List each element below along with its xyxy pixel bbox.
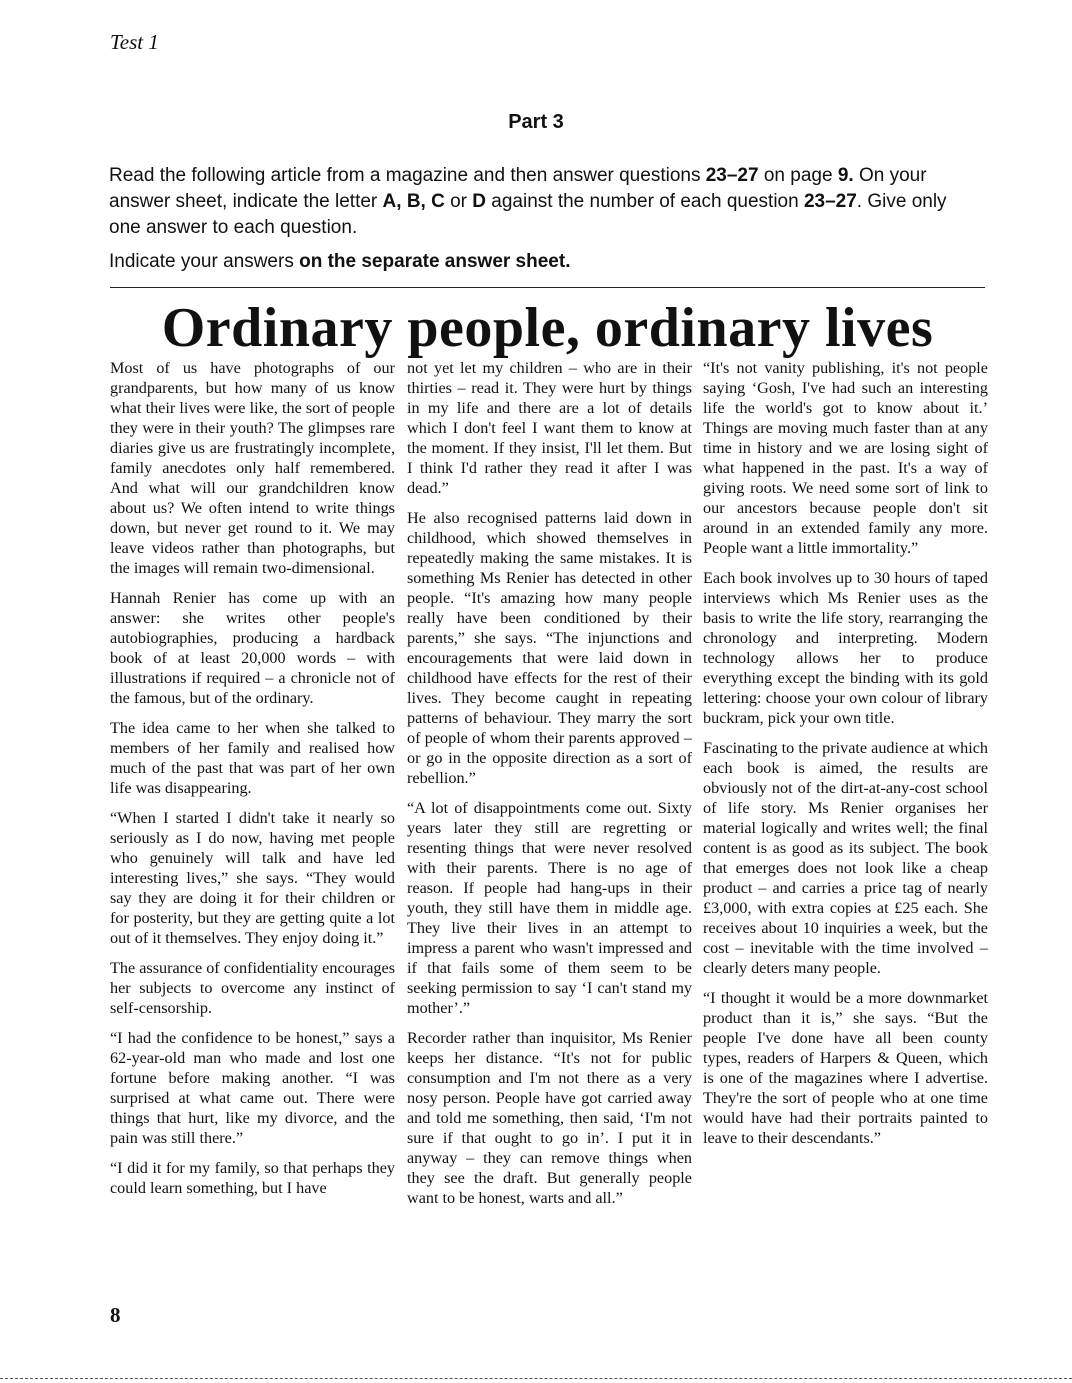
article-headline: Ordinary people, ordinary lives — [161, 297, 934, 359]
test-label: Test 1 — [110, 30, 159, 54]
paragraph: “When I started I didn't take it nearly so seriously as I do now, having met people who genuinely will talk and have led interesting lives,” she says. “They would say they are doing it for their children or for posterity, but they are getting quite a lot out of it themselves. They enjoy doing it.” — [110, 809, 395, 947]
article-column-1 — [110, 358, 395, 1198]
paragraph: Most of us have photographs of our grandparents, but how many of us know what their lives were like, the sort of people they were in their youth? The glimpses rare diaries give us are frustratingly incomplete, family anecdotes only half remembered. And what will our grandchildren know about us? We often intend to write things down, but never get round to it. We may leave videos rather than photographs, but the images will remain two-dimensional. — [110, 359, 395, 577]
divider-rule — [110, 287, 985, 288]
article-column-2 — [407, 358, 692, 1208]
paragraph: Fascinating to the private audience at which each book is aimed, the results are obviously not of the dirt-at-any-cost school of life story. Ms Renier organises her material logically and writes well; the final content is as good as its subject. The book that emerges does not look like a cheap product – and carries a price tag of nearly £3,000, with extra copies at £25 each. She receives about 10 inquiries a week, but the cost – inevitable with the time involved – clearly deters many people. — [703, 739, 988, 977]
page-bottom-edge — [0, 1378, 1072, 1379]
article-column-3 — [703, 358, 988, 1148]
paragraph: Recorder rather than inquisitor, Ms Renier keeps her distance. “It's not for public consumption and I'm not there as a very nosy person. People have got carried away and told me something, then said, ‘I'm not sure if that ought to go in’. I put it in anyway – they can remove things when they see the draft. But generally people want to be honest, warts and all.” — [407, 1029, 692, 1207]
paragraph: “I thought it would be a more downmarket product than it is,” she says. “But the people I've done have all been county types, readers of Harpers & Queen, which is one of the magazines where I advertise. They're the sort of people who at one time would have had their portraits painted to leave to their descendants.” — [703, 989, 988, 1147]
instructions-paragraph-1: Read the following article from a magazine and then answer questions 23–27 on page 9. On your answer sheet, indicate the letter A, B, C or D against the number of each question 23–27. Give only one answer to each question. — [109, 165, 947, 238]
paragraph: “A lot of disappointments come out. Sixty years later they still are regretting or resenting things that were never resolved with their parents. There is no age of reason. If people had hang-ups in their youth, they still have them in middle age. They live their lives in an attempt to impress a parent who wasn't impressed and if that fails some of them seem to be seeking permission to say ‘I can't stand my mother’.” — [407, 799, 692, 1017]
paragraph: He also recognised patterns laid down in childhood, which showed themselves in repeatedly making the same mistakes. It is something Ms Renier has detected in other people. “It's amazing how many people really have been conditioned by their parents,” she says. “The injunctions and encouragements that were laid down in childhood have effects for the rest of their lives. They become caught in repeating patterns of behaviour. They marry the sort of people of whom their parents approved – or go in the opposite direction as a sort of rebellion.” — [407, 509, 692, 787]
paragraph: “I did it for my family, so that perhaps they could learn something, but I have — [110, 1159, 395, 1197]
paragraph: Hannah Renier has come up with an answer: she writes other people's autobiographies, producing a hardback book of at least 20,000 words – with illustrations if required – a chronicle not of the famous, but of the ordinary. — [110, 589, 395, 707]
page-number: 8 — [110, 1303, 121, 1327]
paragraph: “I had the confidence to be honest,” says a 62-year-old man who made and lost one fortune before making another. “I was surprised at what came out. There were things that hurt, like my divorce, and the pain was still there.” — [110, 1029, 395, 1147]
paragraph: not yet let my children – who are in their thirties – read it. They were hurt by things in my life and there are a lot of details which I don't feel I want them to know at the moment. If they insist, I'll let them. But I think I'd rather they read it after I was dead.” — [407, 359, 692, 497]
paragraph: Each book involves up to 30 hours of taped interviews which Ms Renier uses as the basis to write the life story, rearranging the chronology and interpreting. Modern technology allows her to produce everything except the binding with its gold lettering: choose your own colour of library buckram, pick your own title. — [703, 569, 988, 727]
instructions-paragraph-2: Indicate your answers on the separate answer sheet. — [109, 251, 571, 272]
paragraph: “It's not vanity publishing, it's not people saying ‘Gosh, I've had such an interesting life the world's got to know about it.’ Things are moving much faster than at any time in history and we are losing sight of what happened in the past. It's a way of giving roots. We need some sort of link to our ancestors because people don't sit around in an extended family any more. People want a little immortality.” — [703, 359, 988, 557]
instructions — [109, 163, 979, 275]
paragraph: The idea came to her when she talked to members of her family and realised how much of the past that was part of her own life was disappearing. — [110, 719, 395, 797]
part-title: Part 3 — [508, 111, 564, 133]
paragraph: The assurance of confidentiality encourages her subjects to overcome any instinct of self-censorship. — [110, 959, 395, 1017]
